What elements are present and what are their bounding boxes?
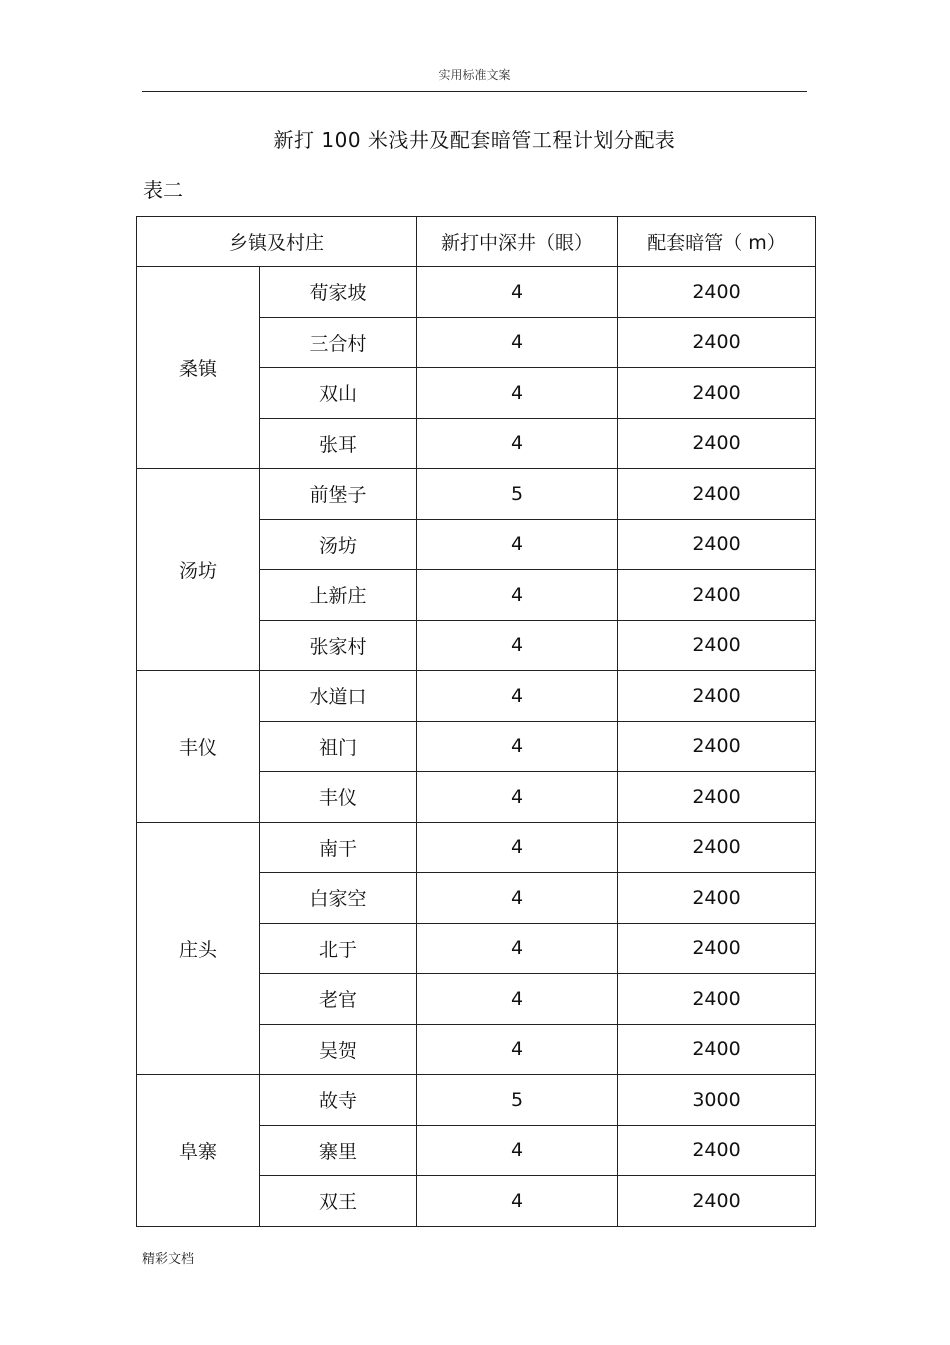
pipe-cell: 2400 — [618, 368, 816, 419]
village-cell: 故寺 — [260, 1075, 417, 1126]
document-title: 新打 100 米浅井及配套暗管工程计划分配表 — [273, 128, 676, 152]
table-header-row — [137, 217, 816, 267]
pipe-cell: 2400 — [618, 822, 816, 873]
wells-cell: 5 — [417, 1075, 618, 1126]
pipe-cell: 2400 — [618, 974, 816, 1025]
table-row — [137, 822, 816, 873]
village-cell: 前堡子 — [260, 469, 417, 520]
page-header: 实用标准文案 — [438, 68, 511, 82]
wells-cell: 5 — [417, 469, 618, 520]
wells-cell: 4 — [417, 418, 618, 469]
village-cell: 寨里 — [260, 1125, 417, 1176]
wells-cell: 4 — [417, 267, 618, 318]
village-cell: 北于 — [260, 923, 417, 974]
village-cell: 三合村 — [260, 317, 417, 368]
pipe-cell: 3000 — [618, 1075, 816, 1126]
table-row — [137, 1075, 816, 1126]
wells-cell: 4 — [417, 923, 618, 974]
village-cell: 白家空 — [260, 873, 417, 924]
header-town-village: 乡镇及村庄 — [137, 217, 417, 267]
pipe-cell: 2400 — [618, 671, 816, 722]
header-new-wells: 新打中深井（眼） — [417, 217, 618, 267]
village-cell: 双王 — [260, 1176, 417, 1227]
pipe-cell: 2400 — [618, 1176, 816, 1227]
town-cell: 庄头 — [137, 822, 260, 1075]
pipe-cell: 2400 — [618, 469, 816, 520]
header-pipe-length: 配套暗管（ m） — [618, 217, 816, 267]
pipe-cell: 2400 — [618, 317, 816, 368]
village-cell: 南干 — [260, 822, 417, 873]
wells-cell: 4 — [417, 620, 618, 671]
pipe-cell: 2400 — [618, 519, 816, 570]
town-cell: 阜寨 — [137, 1075, 260, 1227]
pipe-cell: 2400 — [618, 873, 816, 924]
village-cell: 张家村 — [260, 620, 417, 671]
village-cell: 汤坊 — [260, 519, 417, 570]
pipe-cell: 2400 — [618, 418, 816, 469]
wells-cell: 4 — [417, 974, 618, 1025]
pipe-cell: 2400 — [618, 1024, 816, 1075]
pipe-cell: 2400 — [618, 721, 816, 772]
village-cell: 老官 — [260, 974, 417, 1025]
wells-cell: 4 — [417, 570, 618, 621]
allocation-table — [136, 216, 816, 1227]
pipe-cell: 2400 — [618, 923, 816, 974]
wells-cell: 4 — [417, 1024, 618, 1075]
wells-cell: 4 — [417, 772, 618, 823]
town-cell: 桑镇 — [137, 267, 260, 469]
wells-cell: 4 — [417, 317, 618, 368]
pipe-cell: 2400 — [618, 1125, 816, 1176]
village-cell: 祖门 — [260, 721, 417, 772]
table-row — [137, 671, 816, 722]
table-row — [137, 469, 816, 520]
table-row — [137, 267, 816, 318]
wells-cell: 4 — [417, 1125, 618, 1176]
page-footer: 精彩文档 — [142, 1252, 195, 1267]
town-cell: 丰仪 — [137, 671, 260, 823]
wells-cell: 4 — [417, 873, 618, 924]
village-cell: 张耳 — [260, 418, 417, 469]
village-cell: 水道口 — [260, 671, 417, 722]
village-cell: 荀家坡 — [260, 267, 417, 318]
pipe-cell: 2400 — [618, 620, 816, 671]
wells-cell: 4 — [417, 721, 618, 772]
header-rule — [142, 91, 807, 92]
wells-cell: 4 — [417, 368, 618, 419]
wells-cell: 4 — [417, 822, 618, 873]
pipe-cell: 2400 — [618, 267, 816, 318]
wells-cell: 4 — [417, 519, 618, 570]
village-cell: 上新庄 — [260, 570, 417, 621]
village-cell: 丰仪 — [260, 772, 417, 823]
wells-cell: 4 — [417, 671, 618, 722]
town-cell: 汤坊 — [137, 469, 260, 671]
table-body — [137, 267, 816, 1227]
table-label: 表二 — [143, 178, 183, 202]
pipe-cell: 2400 — [618, 570, 816, 621]
wells-cell: 4 — [417, 1176, 618, 1227]
village-cell: 吴贺 — [260, 1024, 417, 1075]
village-cell: 双山 — [260, 368, 417, 419]
pipe-cell: 2400 — [618, 772, 816, 823]
